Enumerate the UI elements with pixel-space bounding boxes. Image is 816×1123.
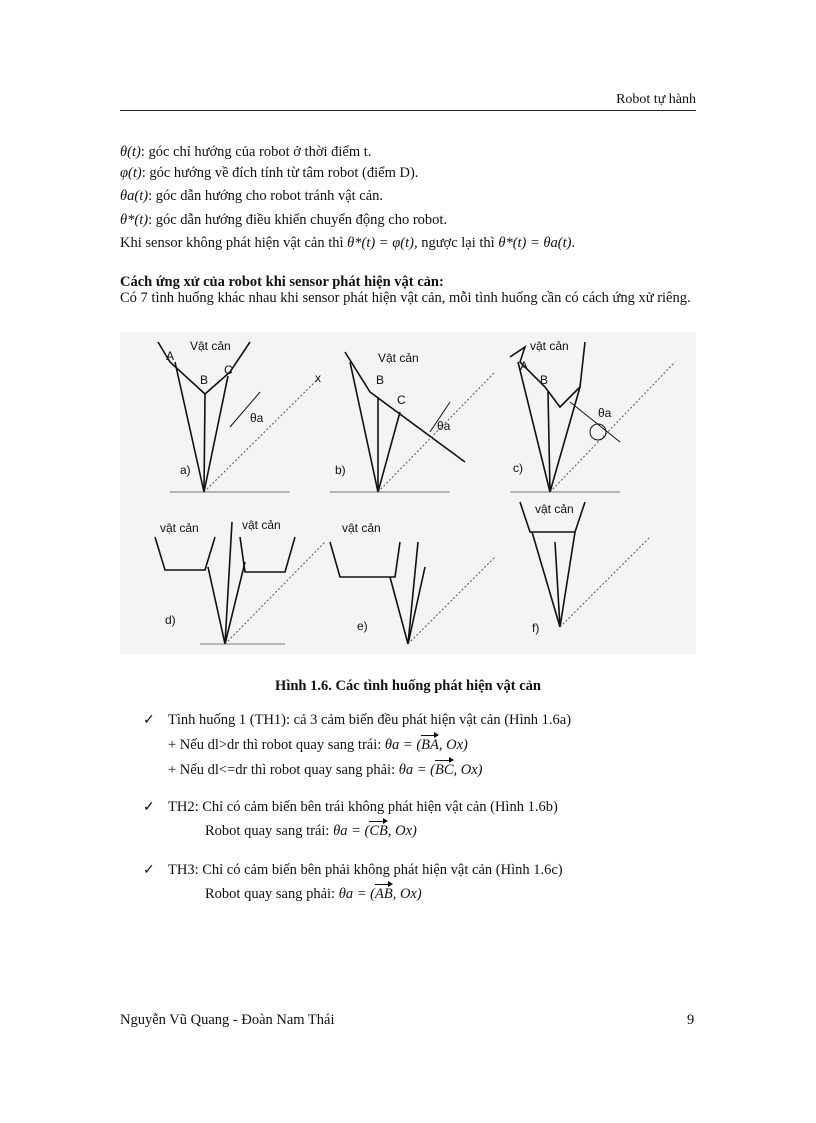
case-3-rule: Robot quay sang phải: θa = (AB, Ox) — [205, 886, 422, 902]
condition-sentence: Khi sensor không phát hiện vật cản thì θ*(t) = φ(t), ngược lại thì θ*(t) = θa(t). — [120, 235, 576, 251]
panel-f-label: f) — [532, 621, 540, 635]
panel-a-obstacle: Vật cản — [190, 339, 231, 353]
case-1-rule-2: + Nếu dl<=dr thì robot quay sang phải: θa = (BC, Ox) — [168, 762, 483, 778]
panel-e — [330, 542, 495, 644]
panel-a-point-a: A — [166, 349, 175, 363]
check-icon: ✓ — [143, 863, 155, 878]
panel-c-point-a: A — [520, 359, 529, 373]
panel-c-point-b: B — [540, 373, 549, 387]
case-3-title: TH3: Chỉ có cảm biến bên phải không phát hiện vật cản (Hình 1.6c) — [168, 862, 563, 878]
panel-d-label: d) — [165, 613, 176, 627]
case-2-title: TH2: Chỉ có cảm biến bên trái không phát hiện vật cản (Hình 1.6b) — [168, 799, 558, 815]
figure-diagram — [120, 332, 696, 654]
panel-b-point-c: C — [397, 393, 406, 407]
case-1-rule-1: + Nếu dl>dr thì robot quay sang trái: θa = (BA, Ox) — [168, 737, 468, 753]
panel-a-theta-a: θa — [250, 411, 264, 425]
panel-d-obstacle-right: vật cản — [242, 518, 281, 532]
definition-theta-a: θa(t): góc dẫn hướng cho robot tránh vật cản. — [120, 188, 384, 204]
figure-caption: Hình 1.6. Các tình huống phát hiện vật cản — [275, 678, 541, 694]
panel-c-label: c) — [513, 461, 523, 475]
panel-a-axis: x — [315, 371, 321, 385]
panel-a-point-b: B — [200, 373, 209, 387]
panel-c — [510, 342, 675, 492]
panel-e-label: e) — [357, 619, 368, 633]
panel-b-label: b) — [335, 463, 346, 477]
case-2-rule: Robot quay sang trái: θa = (CB, Ox) — [205, 823, 417, 839]
header-title: Robot tự hành — [616, 92, 696, 107]
panel-f — [520, 502, 650, 627]
panel-f-obstacle: vật cản — [535, 502, 574, 516]
panel-e-obstacle: vật cản — [342, 521, 381, 535]
definition-phi: φ(t): góc hướng về đích tính từ tâm robot (điểm D). — [120, 165, 419, 181]
footer-authors: Nguyễn Vũ Quang - Đoàn Nam Thái — [120, 1012, 335, 1028]
section-intro: Có 7 tình huống khác nhau khi sensor phát hiện vật cản, mỗi tình huống cần có cách ứng xử riêng. — [120, 290, 691, 306]
page-header — [120, 92, 696, 111]
panel-b-point-b: B — [376, 373, 385, 387]
definition-theta: θ(t): góc chỉ hướng của robot ở thời điểm t. — [120, 144, 372, 160]
panel-d-obstacle-left: vật cản — [160, 521, 199, 535]
panel-b-theta-a: θa — [437, 419, 451, 433]
panel-c-theta-a: θa — [598, 406, 612, 420]
section-heading: Cách ứng xử của robot khi sensor phát hiện vật cản: — [120, 274, 444, 290]
check-icon: ✓ — [143, 800, 155, 815]
case-1-title: Tình huống 1 (TH1): cả 3 cảm biến đều phát hiện vật cản (Hình 1.6a) — [168, 712, 572, 728]
panel-d — [155, 522, 325, 644]
figure-obstacle-cases — [120, 332, 696, 654]
panel-a-label: a) — [180, 463, 191, 477]
panel-b — [330, 352, 495, 492]
check-icon: ✓ — [143, 713, 155, 728]
panel-a-point-c: C — [224, 363, 233, 377]
definition-theta-star: θ*(t): góc dẫn hướng điều khiển chuyển động cho robot. — [120, 212, 448, 228]
panel-c-obstacle: vật cản — [530, 339, 569, 353]
panel-b-obstacle: Vật cản — [378, 351, 419, 365]
page-number: 9 — [687, 1012, 695, 1028]
